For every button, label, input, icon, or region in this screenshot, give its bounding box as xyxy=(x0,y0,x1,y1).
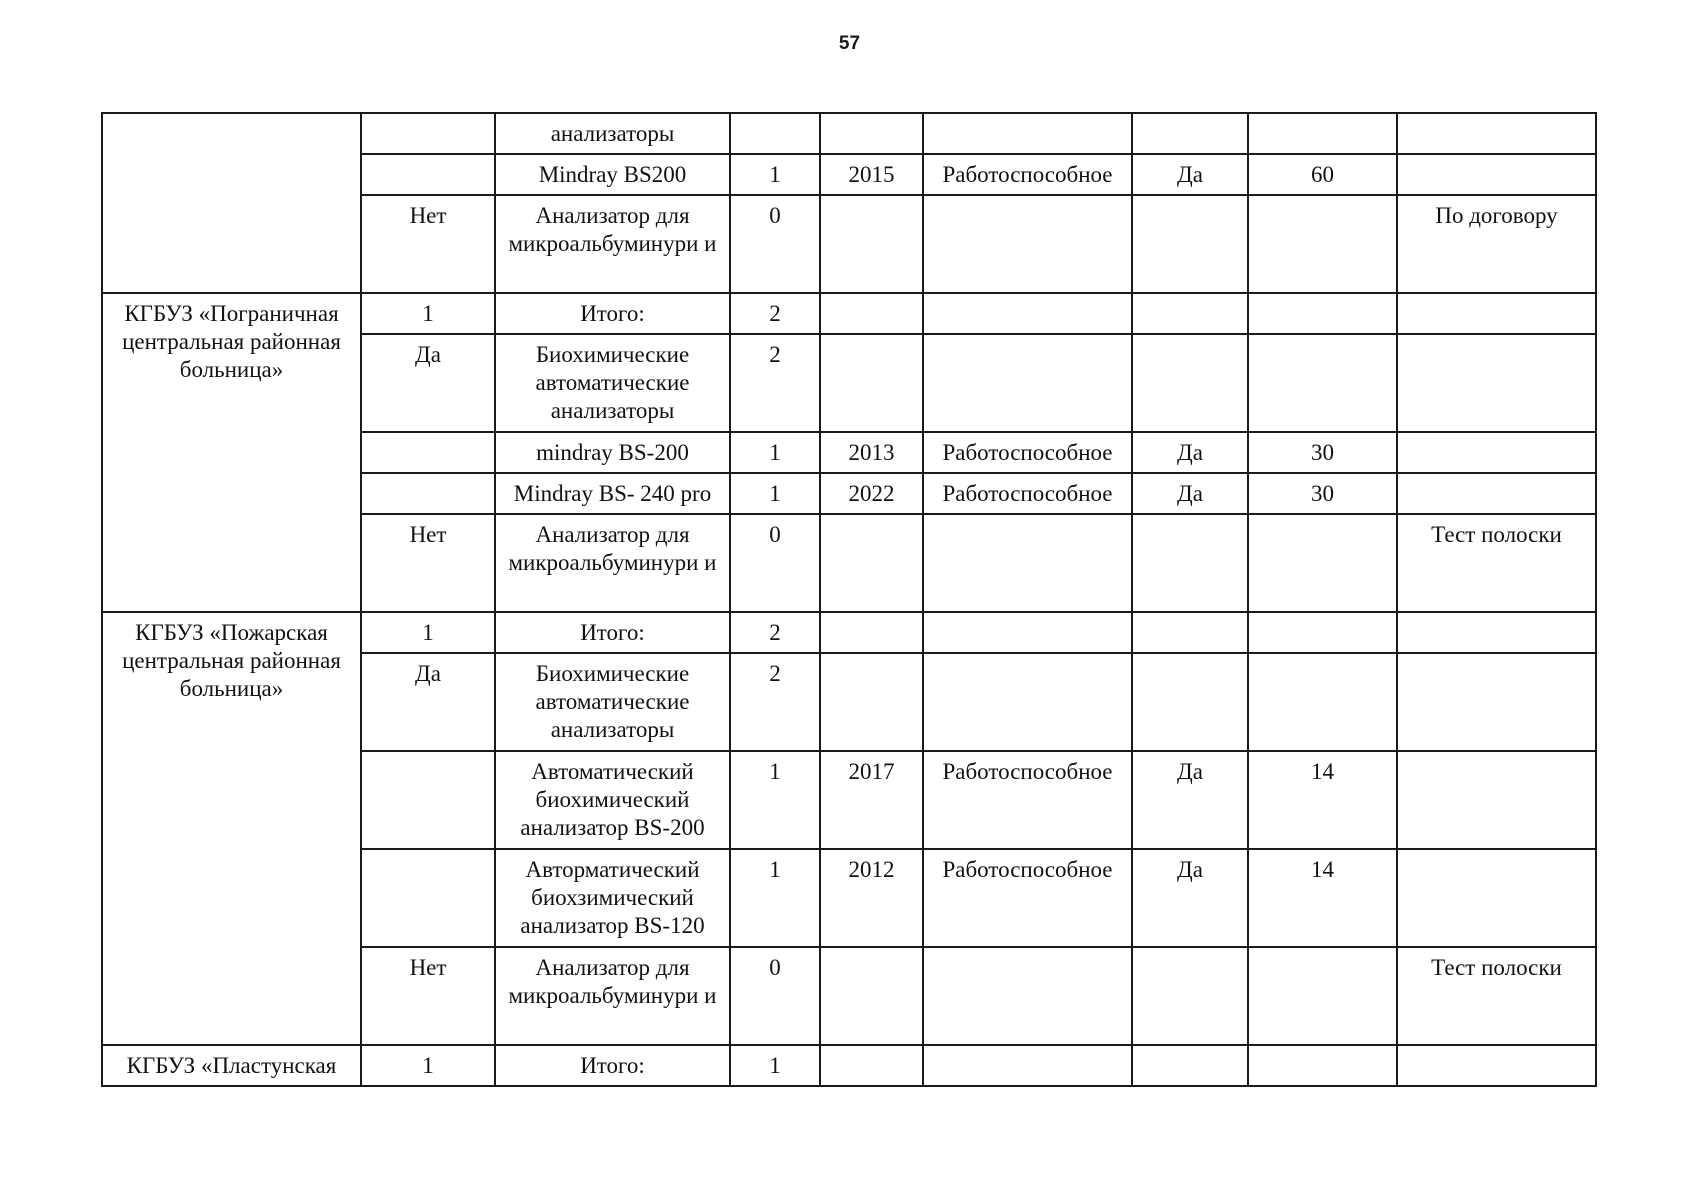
year-cell: 2022 xyxy=(820,473,923,514)
equipment-name-cell: Итого: xyxy=(495,293,730,334)
availability-cell: Да xyxy=(1132,751,1248,849)
note-cell: Тест полоски xyxy=(1397,514,1596,612)
condition-cell: Работоспособное xyxy=(923,849,1132,947)
days-cell xyxy=(1248,947,1397,1045)
quantity-cell: 0 xyxy=(730,514,820,612)
flag-cell: 1 xyxy=(361,1045,495,1086)
condition-cell xyxy=(923,612,1132,653)
flag-cell: Нет xyxy=(361,947,495,1045)
days-cell xyxy=(1248,514,1397,612)
equipment-name-cell: Итого: xyxy=(495,612,730,653)
availability-cell xyxy=(1132,113,1248,154)
availability-cell xyxy=(1132,195,1248,293)
availability-cell xyxy=(1132,1045,1248,1086)
flag-cell: Да xyxy=(361,334,495,432)
year-cell: 2012 xyxy=(820,849,923,947)
year-cell xyxy=(820,195,923,293)
year-cell xyxy=(820,334,923,432)
equipment-name-cell: Биохимические автоматические анализаторы xyxy=(495,653,730,751)
flag-cell: Нет xyxy=(361,514,495,612)
availability-cell xyxy=(1132,334,1248,432)
quantity-cell: 2 xyxy=(730,334,820,432)
flag-cell xyxy=(361,113,495,154)
availability-cell xyxy=(1132,653,1248,751)
flag-cell xyxy=(361,432,495,473)
equipment-name-cell: анализаторы xyxy=(495,113,730,154)
note-cell xyxy=(1397,473,1596,514)
availability-cell: Да xyxy=(1132,473,1248,514)
table-row xyxy=(102,1045,1596,1086)
year-cell xyxy=(820,653,923,751)
equipment-name-cell: Итого: xyxy=(495,1045,730,1086)
condition-cell: Работоспособное xyxy=(923,432,1132,473)
organization-cell: КГБУЗ «Пожарская центральная районная больница» xyxy=(102,612,361,1045)
days-cell: 14 xyxy=(1248,751,1397,849)
quantity-cell: 2 xyxy=(730,293,820,334)
condition-cell xyxy=(923,1045,1132,1086)
page-number: 57 xyxy=(838,33,861,54)
condition-cell xyxy=(923,947,1132,1045)
year-cell xyxy=(820,947,923,1045)
equipment-name-cell: Mindray BS- 240 pro xyxy=(495,473,730,514)
note-cell xyxy=(1397,1045,1596,1086)
quantity-cell: 0 xyxy=(730,195,820,293)
note-cell xyxy=(1397,432,1596,473)
organization-cell: КГБУЗ «Пластунская xyxy=(102,1045,361,1086)
quantity-cell: 1 xyxy=(730,432,820,473)
flag-cell xyxy=(361,849,495,947)
condition-cell xyxy=(923,653,1132,751)
flag-cell xyxy=(361,473,495,514)
condition-cell: Работоспособное xyxy=(923,473,1132,514)
availability-cell: Да xyxy=(1132,154,1248,195)
availability-cell xyxy=(1132,514,1248,612)
equipment-name-cell: Авторматический биохзимический анализатор BS-120 xyxy=(495,849,730,947)
year-cell: 2017 xyxy=(820,751,923,849)
equipment-name-cell: Автоматический биохимический анализатор BS-200 xyxy=(495,751,730,849)
quantity-cell: 0 xyxy=(730,947,820,1045)
quantity-cell: 2 xyxy=(730,653,820,751)
equipment-table xyxy=(101,112,1597,1087)
availability-cell xyxy=(1132,293,1248,334)
condition-cell xyxy=(923,113,1132,154)
days-cell xyxy=(1248,653,1397,751)
days-cell: 30 xyxy=(1248,432,1397,473)
flag-cell xyxy=(361,751,495,849)
year-cell: 2015 xyxy=(820,154,923,195)
equipment-name-cell: Анализатор для микроальбуминури и xyxy=(495,947,730,1045)
days-cell: 14 xyxy=(1248,849,1397,947)
condition-cell: Работоспособное xyxy=(923,751,1132,849)
days-cell xyxy=(1248,195,1397,293)
equipment-name-cell: mindray BS-200 xyxy=(495,432,730,473)
year-cell: 2013 xyxy=(820,432,923,473)
note-cell xyxy=(1397,612,1596,653)
days-cell xyxy=(1248,612,1397,653)
condition-cell xyxy=(923,195,1132,293)
days-cell: 30 xyxy=(1248,473,1397,514)
quantity-cell: 1 xyxy=(730,849,820,947)
note-cell xyxy=(1397,154,1596,195)
condition-cell xyxy=(923,514,1132,612)
note-cell xyxy=(1397,113,1596,154)
days-cell: 60 xyxy=(1248,154,1397,195)
flag-cell: 1 xyxy=(361,293,495,334)
flag-cell: Да xyxy=(361,653,495,751)
year-cell xyxy=(820,293,923,334)
organization-cell: КГБУЗ «Пограничная центральная районная больница» xyxy=(102,293,361,612)
table-row xyxy=(102,293,1596,334)
days-cell xyxy=(1248,113,1397,154)
table-row xyxy=(102,612,1596,653)
flag-cell xyxy=(361,154,495,195)
availability-cell: Да xyxy=(1132,849,1248,947)
availability-cell: Да xyxy=(1132,432,1248,473)
quantity-cell: 2 xyxy=(730,612,820,653)
note-cell: По договору xyxy=(1397,195,1596,293)
quantity-cell: 1 xyxy=(730,473,820,514)
note-cell xyxy=(1397,293,1596,334)
days-cell xyxy=(1248,1045,1397,1086)
equipment-name-cell: Mindray BS200 xyxy=(495,154,730,195)
year-cell xyxy=(820,514,923,612)
condition-cell xyxy=(923,334,1132,432)
equipment-name-cell: Анализатор для микроальбуминури и xyxy=(495,195,730,293)
year-cell xyxy=(820,113,923,154)
quantity-cell: 1 xyxy=(730,1045,820,1086)
note-cell xyxy=(1397,751,1596,849)
table-row xyxy=(102,113,1596,154)
equipment-name-cell: Анализатор для микроальбуминури и xyxy=(495,514,730,612)
flag-cell: Нет xyxy=(361,195,495,293)
note-cell xyxy=(1397,849,1596,947)
flag-cell: 1 xyxy=(361,612,495,653)
quantity-cell: 1 xyxy=(730,154,820,195)
days-cell xyxy=(1248,334,1397,432)
condition-cell xyxy=(923,293,1132,334)
days-cell xyxy=(1248,293,1397,334)
condition-cell: Работоспособное xyxy=(923,154,1132,195)
year-cell xyxy=(820,612,923,653)
year-cell xyxy=(820,1045,923,1086)
quantity-cell: 1 xyxy=(730,751,820,849)
note-cell: Тест полоски xyxy=(1397,947,1596,1045)
availability-cell xyxy=(1132,947,1248,1045)
quantity-cell xyxy=(730,113,820,154)
equipment-name-cell: Биохимические автоматические анализаторы xyxy=(495,334,730,432)
equipment-table-container xyxy=(101,112,1595,1087)
organization-cell xyxy=(102,113,361,293)
note-cell xyxy=(1397,653,1596,751)
note-cell xyxy=(1397,334,1596,432)
availability-cell xyxy=(1132,612,1248,653)
